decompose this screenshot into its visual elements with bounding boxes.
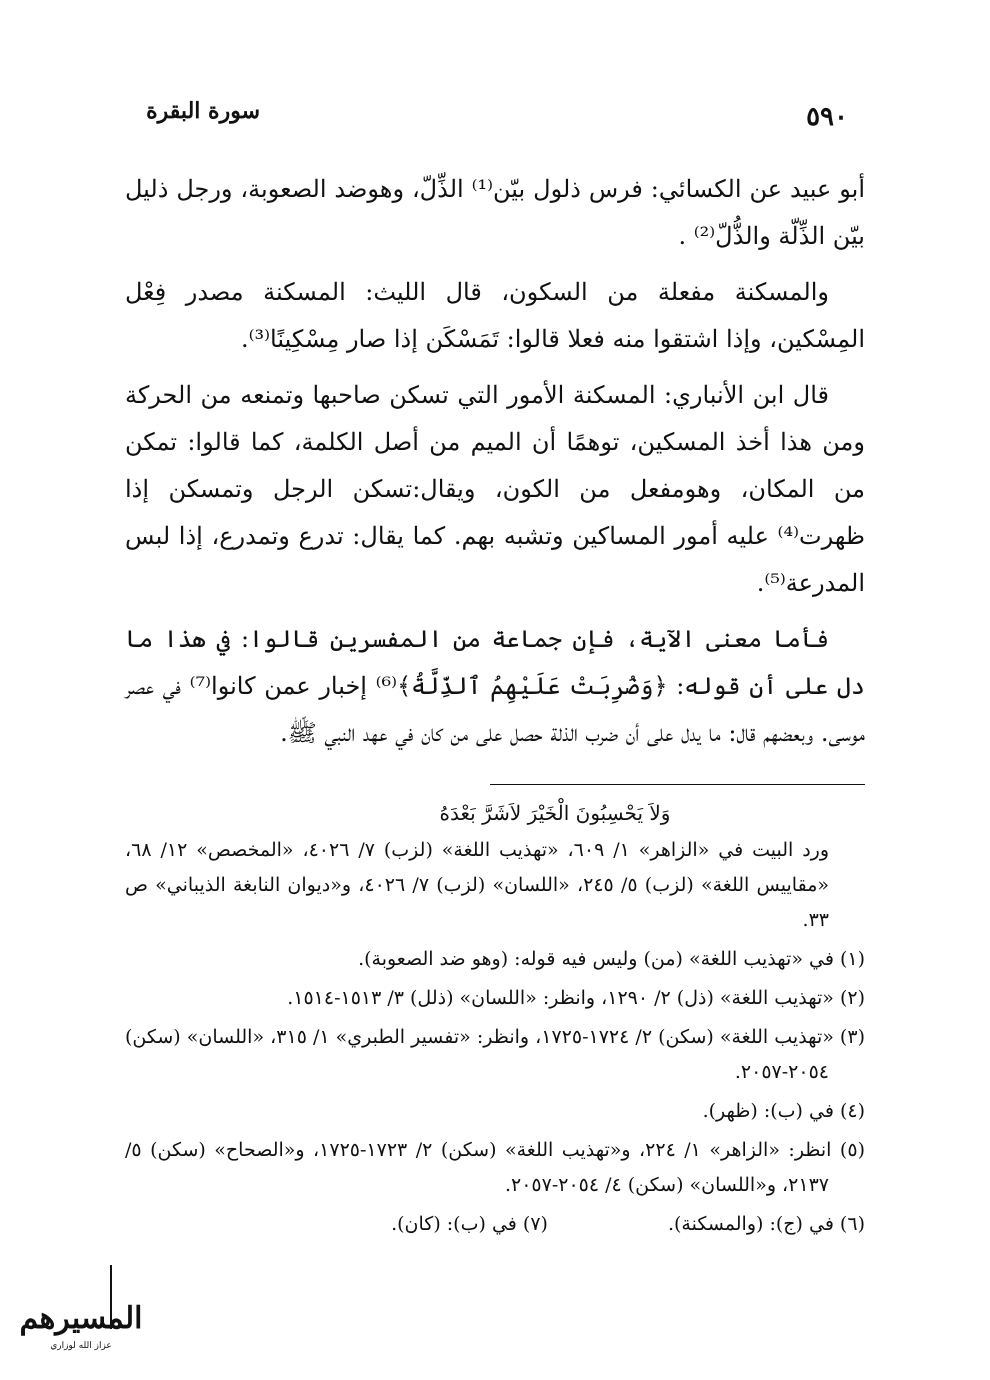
verse-source-note: ورد البيت في «الزاهر» ١/ ٦٠٩، «تهذيب اللغة» (لزب) ٧/ ٤٠٢٦، «المخصص» ١٢/ ٦٨، «مقاييس اللغة» (لزب) ٥/ ٢٤٥، «اللسان» (لزب) ٧/ ٤٠٢٦، و«ديوان النابغة الذيباني» ص ٣٣. xyxy=(125,839,830,931)
page-header xyxy=(120,88,860,148)
paragraph-3: قال ابن الأنباري: المسكنة الأمور التي تسكن صاحبها وتمنعه من الحركة ومن هذا أخذ المسكين، توهمًا أن الميم من أصل الكلمة، كما قالوا: تمكن من المكان، وهومفعل من الكون، ويقال:تسكن الرجل وتمسكن إذا ظهرت⁽⁴⁾ عليه أمور المساكين وتشبه بهم. كما يقال: تدرع وتمدرع، إذا لبس المدرعة⁽⁵⁾. xyxy=(125,381,865,597)
logo-subtext: عزاز الله لوزاري xyxy=(50,1341,112,1351)
footnote-2: (٢) «تهذيب اللغة» (ذل) ٢/ ١٢٩٠، وانظر: «اللسان» (ذلل) ٣/ ١٥١٣-١٥١٤. xyxy=(287,987,865,1009)
footnote-3: (٣) «تهذيب اللغة» (سكن) ٢/ ١٧٢٤-١٧٢٥، وانظر: «تفسير الطبري» ١/ ٣١٥، «اللسان» (سكن) ٢٠٥٤-٢٠٥٧. xyxy=(125,1026,865,1083)
footnote-1: (١) في «تهذيب اللغة» (من) وليس فيه قوله: (وهو ضد الصعوبة). xyxy=(358,948,865,970)
surah-title: سورة البقرة xyxy=(146,98,260,124)
footnote-row-6-7 xyxy=(125,1207,865,1246)
footnotes xyxy=(125,796,865,1246)
paragraph-4: فأما معنى الآية، فإن جماعة من المفسرين قالوا: في هذا ما دل على أن قوله: ﴿وَضُرِبَتْ عَلَيْهِمُ ٱلذِّلَّةُ﴾⁽⁶⁾ إخبار عمن كانوا⁽⁷⁾ في عصر موسى. وبعضهم قال: ما يدل على أن ضرب الذلة حصل على من كان في عهد النبي ﷺ. xyxy=(125,625,865,747)
watermark-logo xyxy=(6,1265,156,1365)
main-text xyxy=(125,166,865,766)
page-number: ٥٩٠ xyxy=(806,102,848,132)
paragraph-1: أبو عبيد عن الكسائي: فرس ذلول بيّن⁽¹⁾ الذِّلّ، وهوضد الصعوبة، ورجل ذليل بيّن الذِّلّة والذُّلّ⁽²⁾ . xyxy=(125,175,866,250)
footnote-4: (٤) في (ب): (ظهر). xyxy=(702,1100,865,1122)
footnote-5: (٥) انظر: «الزاهر» ١/ ٢٢٤، و«تهذيب اللغة» (سكن) ٢/ ١٧٢٣-١٧٢٥، و«الصحاح» (سكن) ٥/ ٢١٣٧، و«اللسان» (سكن) ٤/ ٢٠٥٤-٢٠٥٧. xyxy=(125,1139,865,1196)
logo-text: المسيرهم xyxy=(19,1301,143,1336)
footnote-7: (٧) في (ب): (كان). xyxy=(391,1213,548,1235)
poetry-verse: وَلاَ يَحْسِبُونَ الْخَيْرَ لاَشَرَّ بَعْدَهُ xyxy=(439,801,671,825)
footnote-6: (٦) في (ج): (والمسكنة). xyxy=(667,1213,865,1235)
paragraph-2: والمسكنة مفعلة من السكون، قال الليث: المسكنة مصدر فِعْل المِسْكين، وإذا اشتقوا منه فعلا قالوا: تَمَسْكَن إذا صار مِسْكِينًا⁽³⁾. xyxy=(125,278,865,353)
footnote-divider xyxy=(490,784,865,785)
